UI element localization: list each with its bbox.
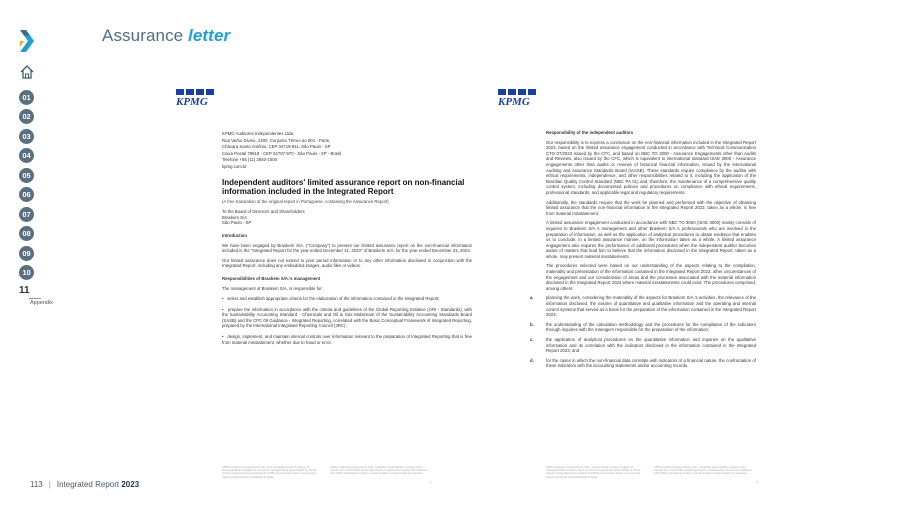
sidebar-item-08[interactable]: 08 [19,226,34,241]
auditor-responsibility-heading: Responsibility of the independent auditors [546,130,634,135]
legal-footnote-left-a: KPMG Auditores Independentes Ltda., uma sociedade simples brasileira, de responsabilidade limitada e firma-membro da organização global KPMG de firmas-membro independentes licenciadas da KPMG International Limited, uma empresa inglesa privada de responsabilidade limitada. [222,466,318,479]
title-emphasis: letter [188,26,231,45]
responsibilities-intro: The management of Braskem S/A. is responsible for: [222,285,323,291]
procedure-letter: c. [530,337,534,342]
intro-paragraph: Our limited assurance does not extend to prior period information or to any other information disclosed in conjunction with the Integrated Report, including any embedded images, audio files or videos. [222,257,472,269]
appendix-divider [29,298,41,299]
sidebar-item-10[interactable]: 10 [19,265,34,280]
sidebar-item-03[interactable]: 03 [19,129,34,144]
sidebar-item-06[interactable]: 06 [19,187,34,202]
sidebar-item-04[interactable]: 04 [19,148,34,163]
bullet-item: • select and establish appropriate criteria for the elaboration of the information contained in the Integrated Report; [222,296,440,302]
document-page-number-left: 1 [430,480,432,484]
page-title [102,26,230,46]
bullet-text: design, implement, and maintain internal controls over information relevant to the preparation of Integrated Reporting that is free from material misstatement, whether due to fraud or error. [222,334,472,345]
document-page-number-right: 2 [756,480,758,484]
report-year: 2023 [121,480,140,489]
procedure-text: for the cases in which the non-financial data correlate with indicators of a financial nature, the confrontation of these indicators with the accounting statements and/or accounting records. [546,357,756,369]
procedure-letter: d. [530,357,534,363]
body-paragraph: Our responsibility is to express a conclusion on the non-financial information included in the Integrated Report 2023, based on the limited assurance engagement conducted in accordance with Technical Communication CTO 07/2022 issued by the CFC, and based on NBC TO 3000 - Assurance Engagements other than Audits and Reviews, also issued by the CFC, which is equivalent to international standard ISAE 3000 - Assurance engagements other than audits or reviews of historical financial information, issued by the International Auditing and Assurance Standards Board (IAASB). These standards require compliance by the auditor with ethical requirements, independence, and other responsibilities related to it, including the application of the Brazilian Quality Control Standard (NBC PA 01) and, therefore, the maintenance of a comprehensive quality control system, including documented policies and procedures on compliance with ethical requirements, professional standards, and applicable legal and regulatory requirements. [546,139,756,195]
address-line: Rua Verbo Divino, 1400, Conjunto Térreo ao 801 - Parte, [222,137,331,143]
translation-note: (A free translation of the original report in Portuguese, containing the Assurance Report) [222,198,389,204]
procedure-text: the application of analytical procedures on the quantitative information and inquiries on the qualitative information and its correlation with the indicators disclosed in the information contained in the Integrated Report 2023; and [546,337,756,354]
report-title: Independent auditors' limited assurance report on non-financial information included in the Integrated Report [222,177,465,197]
bullet-item: • design, implement, and maintain internal controls over information relevant to the preparation of Integrated Reporting that is free from material misstatement, whether due to fraud or error. [222,334,472,345]
intro-heading: Introduction [222,232,248,238]
kpmg-logo-left: KPMG [176,96,208,108]
legal-footnote-right-a: KPMG Auditores Independentes Ltda., uma sociedade simples brasileira, de responsabilidade limitada e firma-membro da organização global KPMG de firmas-membro independentes licenciadas da KPMG International Limited, uma empresa inglesa privada de responsabilidade limitada. [546,466,642,479]
recipient-block [222,209,472,226]
procedure-item [530,295,756,318]
intro-paragraph: We have been engaged by Braskem S/A. ("Company") to present our limited assurance report on the non-financial information included in the "Integrated Report for the year ended December 31, 2023" of Braskem S/A. for the year ended December 31, 2023. [222,242,472,254]
address-line: kpmg.com.br [222,163,247,169]
procedure-item [530,357,756,369]
brand-logo-icon [20,30,34,52]
report-name: Integrated Report [56,480,120,489]
body-paragraph: The procedures selected were based on our understanding of the aspects relating to the compilation, materiality and presentation of the information contained in the Integrated Report 2023, other circumstances of the engagement and our consideration of areas and the processes associated with the material information disclosed in the Integrated Report 2023 where material misstatements could exist. The procedures comprised, among others: [546,263,756,291]
sidebar-item-05[interactable]: 05 [19,168,34,183]
responsibilities-heading: Responsibilities of Braskem S/A.'s management [222,275,321,281]
body-paragraph: Additionally, the standards require that the work be planned and performed with the objective of obtaining limited assurance that the non-financial information in the Integrated Report 2023, taken as a whole, is free from material misstatement. [546,199,756,216]
page-footer [30,480,139,489]
sidebar-active-label: Appendix [30,300,53,306]
sidebar-item-01[interactable]: 01 [19,90,34,105]
bullet-item: • prepare the information in accordance with the criteria and guidelines of the Global Reporting Initiative (GRI - Standards), with the Sustainability Accounting Standard - Chemicals and Oil & Gas Midstream of the Sustainability Accounting Standards Board (SASB) and the CPC 09 Guidance - Integrated Reporting, correlated with the Basic Conceptual Framework of Integrated Reporting, prepared by the International Integrated Reporting Council (IIRC); [222,306,472,329]
title-main: Assurance [102,26,184,45]
home-icon[interactable] [19,64,35,80]
procedure-letter: b. [530,321,534,327]
sidebar-item-02[interactable]: 02 [19,109,34,124]
legal-footnote-left-b: KPMG Auditores Independentes Ltda., a Brazilian limited liability company and a member firm of the KPMG global organization of independent member firms affiliated with KPMG International Limited, a private English company limited by guarantee. [330,466,428,476]
address-line: Telefone +55 (11) 3940-1500 [222,157,277,163]
recipient-line: São Paulo - SP [222,220,252,226]
procedure-item [530,337,756,354]
page-number: 113 [30,480,43,489]
procedure-letter: a. [530,295,534,301]
body-paragraph: A limited assurance engagement conducted in accordance with NBC TO 3000 (ISAE 3000) mainly consists of inquiries to Braskem S/A.'s management and other Braskem S/A.'s professionals who are involved in the preparation of information, as well as the application of analytical procedures to obtain evidence that enables us to conclude, in a limited assurance manner, on the information taken as a whole. A limited assurance engagement also requires the performance of additional procedures when the independent auditor becomes aware of matters that lead him to believe that the information disclosed in the Integrated Report, taken as a whole, may present material misstatements. [546,220,756,259]
address-block [222,131,472,170]
footer-separator: | [48,480,51,489]
address-line: Caixa Postal 79518 - CEP 04707-970 - São Paulo - SP - Brasil [222,150,342,156]
legal-footnote-right-b: KPMG Auditores Independentes Ltda., a Brazilian limited liability company and a member firm of the KPMG global organization of independent member firms affiliated with KPMG International Limited, a private English company limited by guarantee. [654,466,752,476]
kpmg-logo-right: KPMG [498,96,530,108]
recipient-line: To the Board of Directors and Shareholders [222,209,305,215]
recipient-line: Braskem S/A [222,214,248,220]
address-line: KPMG Auditores Independentes Ltda. [222,131,295,136]
address-line: Chácara Santo Antônio, CEP 04719-911, São Paulo - SP [222,144,331,150]
bullet-text: select and establish appropriate criteria for the elaboration of the information contained in the Integrated Report; [227,296,440,302]
procedure-text: planning the work, considering the materiality of the aspects for Braskem S/A.'s activities, the relevance of the information disclosed, the volume of quantitative and qualitative information and the operating and internal control systems that served as a basis for the preparation of the information contained in the Integrated Report 2023; [546,295,756,318]
bullet-text: prepare the information in accordance with the criteria and guidelines of the Global Reporting Initiative (GRI - Standards), with the Sustainability Accounting Standard - Chemicals and Oil & Gas Midstream of the Sustainability Accounting Standards Board (SASB) and the CPC 09 Guidance - Integrated Reporting, correlated with the Basic Conceptual Framework of Integrated Reporting, prepared by the International Integrated Reporting Council (IIRC); [222,306,472,329]
procedure-item [530,321,756,333]
procedure-text: the understanding of the calculation methodology and the procedures for the compilation of the indicators through inquiries with the managers responsible for the preparation of the information; [546,321,756,333]
sidebar-item-11[interactable]: 11 [19,285,30,296]
sidebar-item-09[interactable]: 09 [19,246,34,261]
sidebar-item-07[interactable]: 07 [19,207,34,222]
